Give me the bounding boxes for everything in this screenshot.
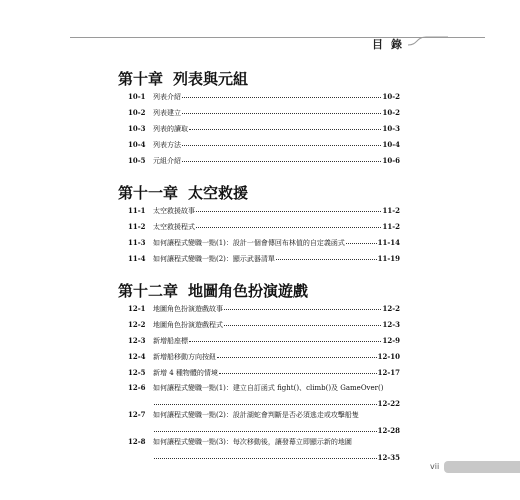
toc-entry[interactable] bbox=[128, 92, 400, 102]
toc-entry[interactable] bbox=[128, 304, 400, 314]
section-number: 11-4 bbox=[128, 254, 146, 263]
section-number: 12-2 bbox=[128, 320, 146, 329]
header-title: 目錄 bbox=[372, 38, 410, 51]
toc-entry[interactable] bbox=[128, 336, 400, 346]
toc-entry[interactable] bbox=[128, 410, 400, 435]
dot-leader bbox=[224, 319, 381, 326]
section-number: 12-7 bbox=[128, 410, 146, 419]
page-ref: 12-2 bbox=[382, 304, 400, 313]
footer-page-number: vii bbox=[430, 462, 440, 471]
page-ref: 10-4 bbox=[382, 140, 400, 149]
section-title: 列表建立 bbox=[153, 109, 181, 117]
section-title: 新增船座標 bbox=[153, 337, 188, 345]
section-title: 如何讓程式變職一點(3)：每次移動後，讓發幕立即顯示新的地圖 bbox=[153, 438, 352, 446]
page-ref: 12-3 bbox=[382, 320, 400, 329]
chapter-number: 第十章 bbox=[118, 70, 164, 88]
section-title: 列表的讀取 bbox=[153, 125, 188, 133]
toc-entry[interactable] bbox=[128, 320, 400, 330]
section-number: 10-2 bbox=[128, 108, 146, 117]
footer-tab bbox=[444, 461, 520, 473]
page-ref: 11-2 bbox=[382, 206, 400, 215]
toc-entry[interactable] bbox=[128, 124, 400, 134]
toc-entry[interactable] bbox=[128, 156, 400, 166]
section-number: 11-1 bbox=[128, 206, 146, 215]
section-title: 地圖角色扮演遊戲故事 bbox=[153, 305, 223, 313]
section-title: 新增 4 種物體的情境 bbox=[153, 369, 218, 377]
page-ref: 12-22 bbox=[377, 399, 400, 408]
page-ref: 12-9 bbox=[382, 336, 400, 345]
page-ref: 10-3 bbox=[382, 124, 400, 133]
header-tab-curve bbox=[408, 32, 448, 46]
section-number: 10-5 bbox=[128, 156, 146, 165]
page-ref: 12-35 bbox=[377, 453, 400, 462]
section-number: 12-4 bbox=[128, 352, 146, 361]
toc-entry[interactable] bbox=[128, 238, 400, 248]
dot-leader bbox=[154, 452, 377, 459]
section-title: 如何讓程式變職一點(1)：設計一個會傳回布林值的自定義函式 bbox=[153, 239, 345, 247]
section-number: 12-3 bbox=[128, 336, 146, 345]
toc-entry[interactable] bbox=[128, 206, 400, 216]
section-number: 10-1 bbox=[128, 92, 146, 101]
dot-leader bbox=[217, 351, 377, 358]
page-ref: 12-17 bbox=[377, 368, 400, 377]
section-title: 如何讓程式變職一點(2)：顯示武器清單 bbox=[153, 255, 275, 263]
page-ref: 11-2 bbox=[382, 222, 400, 231]
dot-leader bbox=[189, 123, 381, 130]
section-title: 太空救援程式 bbox=[153, 223, 195, 231]
chapter-heading bbox=[118, 68, 248, 89]
chapter-title: 太空救援 bbox=[188, 184, 249, 202]
page-ref: 10-2 bbox=[382, 92, 400, 101]
page-ref: 10-6 bbox=[382, 156, 400, 165]
section-title: 列表介紹 bbox=[153, 93, 181, 101]
chapter-number: 第十二章 bbox=[118, 282, 179, 300]
section-number: 10-4 bbox=[128, 140, 146, 149]
chapter-number: 第十一章 bbox=[118, 184, 179, 202]
dot-leader bbox=[346, 237, 377, 244]
page-ref: 12-10 bbox=[377, 352, 400, 361]
chapter-title: 地圖角色扮演遊戲 bbox=[188, 282, 309, 300]
page-ref: 11-14 bbox=[377, 238, 400, 247]
toc-entry[interactable] bbox=[128, 437, 400, 462]
dot-leader bbox=[182, 107, 381, 114]
section-number: 12-6 bbox=[128, 383, 146, 392]
section-number: 12-1 bbox=[128, 304, 146, 313]
toc-entry[interactable] bbox=[128, 383, 400, 408]
toc-entry[interactable] bbox=[128, 254, 400, 264]
page-ref: 12-28 bbox=[377, 426, 400, 435]
section-number: 12-5 bbox=[128, 368, 146, 377]
dot-leader bbox=[196, 221, 381, 228]
toc-entry[interactable] bbox=[128, 222, 400, 232]
section-title: 如何讓程式變職一點(1)：建立自訂函式 fight()、climb()及 GameOver() bbox=[153, 384, 384, 392]
chapter-heading bbox=[118, 280, 308, 301]
section-number: 11-2 bbox=[128, 222, 146, 231]
section-title: 元組介紹 bbox=[153, 157, 181, 165]
toc-entry[interactable] bbox=[128, 108, 400, 118]
dot-leader bbox=[224, 303, 381, 310]
section-number: 11-3 bbox=[128, 238, 146, 247]
page-ref: 11-19 bbox=[377, 254, 400, 263]
dot-leader bbox=[276, 253, 377, 260]
dot-leader bbox=[182, 139, 381, 146]
dot-leader bbox=[196, 205, 381, 212]
section-number: 10-3 bbox=[128, 124, 146, 133]
dot-leader bbox=[154, 398, 377, 405]
dot-leader bbox=[189, 335, 381, 342]
page-ref: 10-2 bbox=[382, 108, 400, 117]
chapter-heading bbox=[118, 182, 248, 203]
section-title: 如何讓程式變職一點(2)：設計湖蛇會判斷是否必須逃走或攻擊船隻 bbox=[153, 411, 359, 419]
section-title: 地圖角色扮演遊戲程式 bbox=[153, 321, 223, 329]
section-number: 12-8 bbox=[128, 437, 146, 446]
section-title: 列表方法 bbox=[153, 141, 181, 149]
toc-entry[interactable] bbox=[128, 140, 400, 150]
section-title: 太空救援故事 bbox=[153, 207, 195, 215]
dot-leader bbox=[154, 425, 377, 432]
section-title: 新增船移動方向按鈕 bbox=[153, 353, 216, 361]
toc-entry[interactable] bbox=[128, 368, 400, 378]
dot-leader bbox=[182, 91, 381, 98]
dot-leader bbox=[219, 367, 377, 374]
chapter-title: 列表與元組 bbox=[173, 70, 249, 88]
dot-leader bbox=[182, 155, 381, 162]
toc-entry[interactable] bbox=[128, 352, 400, 362]
